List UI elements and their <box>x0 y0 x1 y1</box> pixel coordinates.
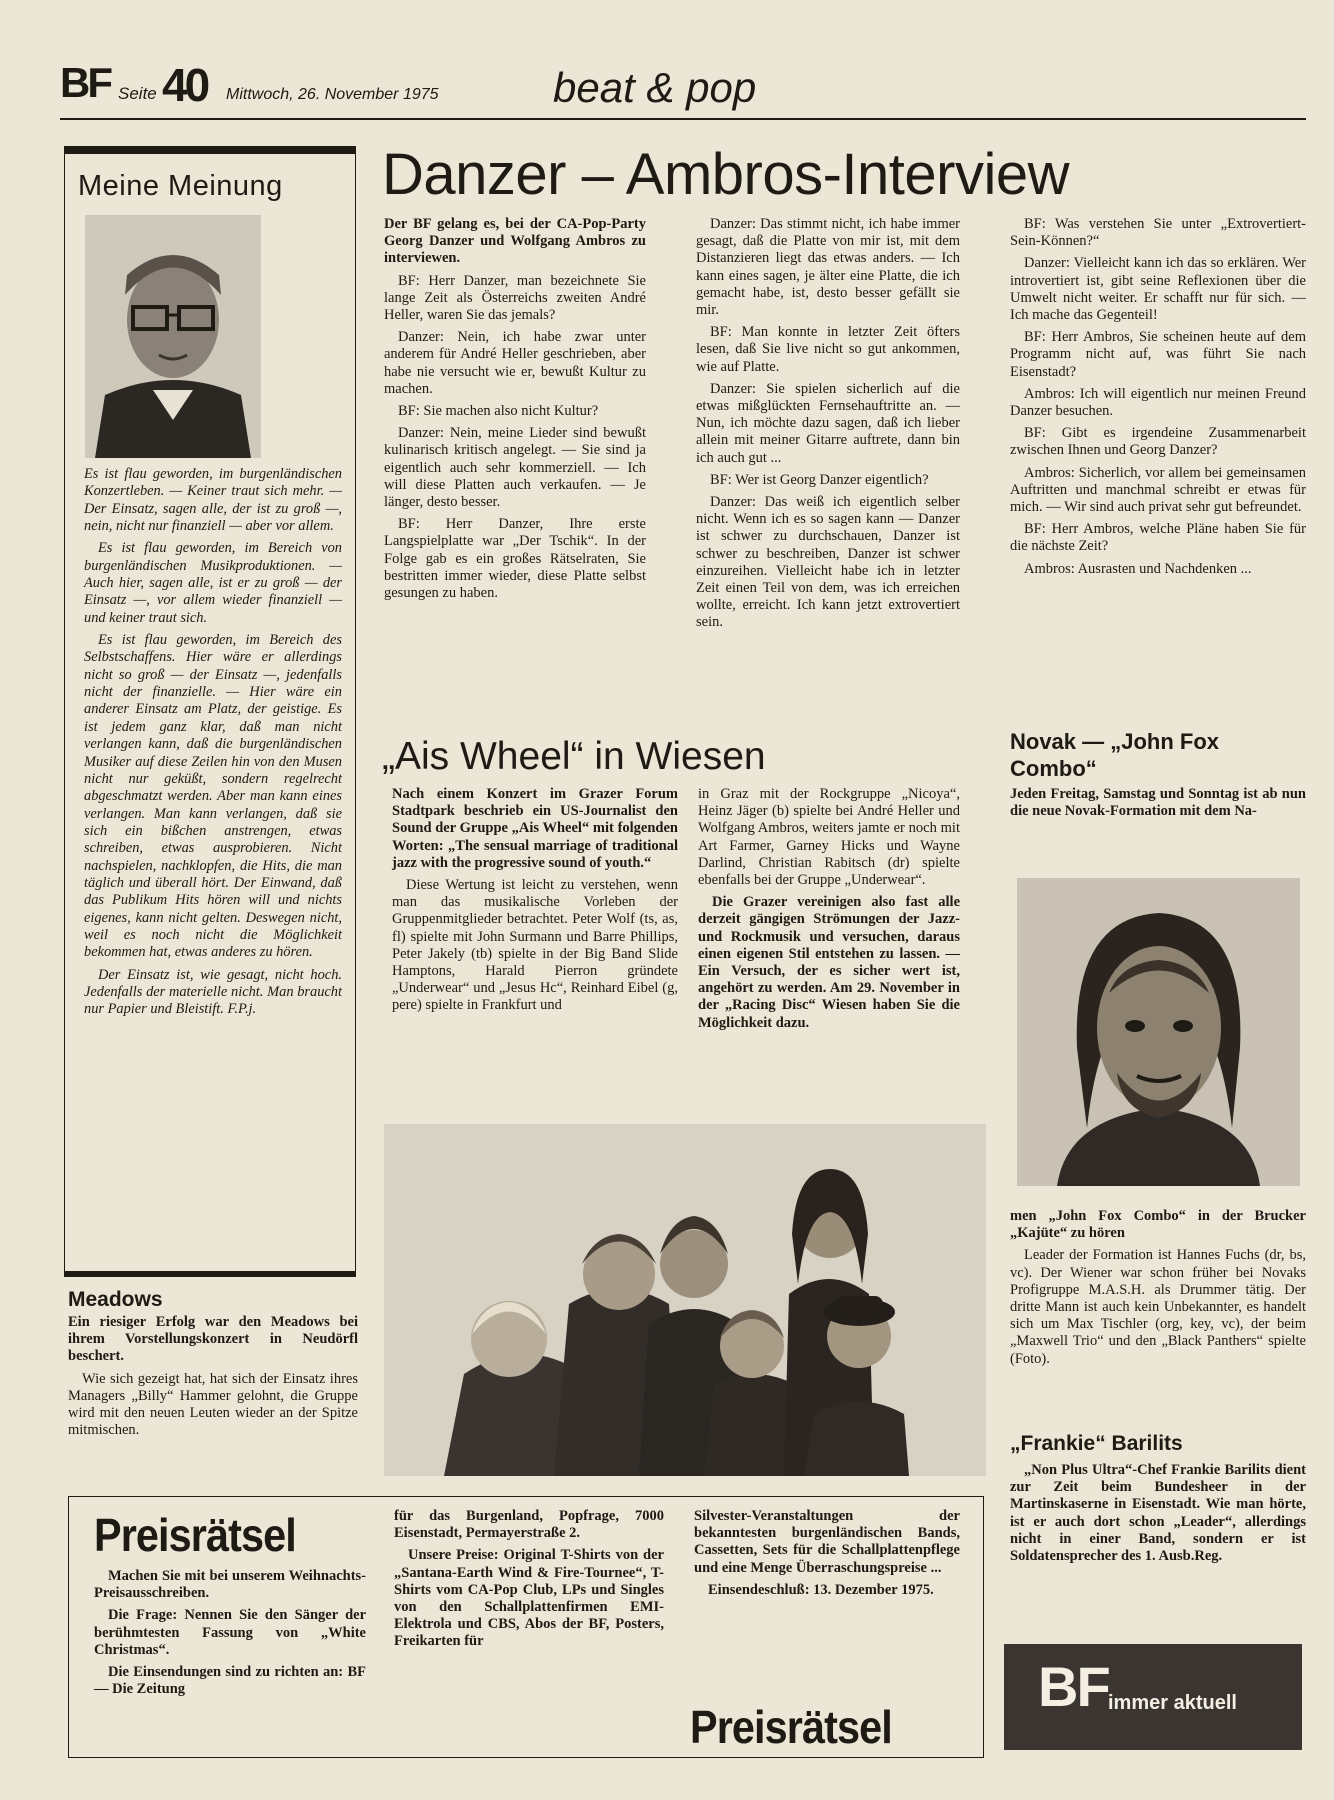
quiz-col2 <box>394 1508 664 1656</box>
interview-paragraph: BF: Sie machen also nicht Kultur? <box>398 403 599 420</box>
opinion-paragraph: Es ist flau geworden, im Bereich von burgenländischen Musikproduktionen. — Auch hier, sagen alle, ist er zu groß — der Einsatz —, vor allem wieder finanziell — und keiner traut sich. <box>84 540 342 626</box>
meadows-title: Meadows <box>68 1288 163 1311</box>
interview-paragraph: Danzer: Nein, meine Lieder sind bewußt kulinarisch kritisch angelegt. — Sie sind ja eigentlich auch sehr kommerziell. — Ich will diese Platten auch verkaufen. — Je länger, desto besser. <box>384 425 646 511</box>
portrait-illustration <box>85 215 261 458</box>
quiz-title: Preisrätsel <box>94 1509 296 1561</box>
interview-col3 <box>1010 216 1306 583</box>
band-illustration <box>384 1124 986 1476</box>
novak-photo <box>1017 878 1300 1186</box>
interview-paragraph: Danzer: Nein, ich habe zwar unter anderem für André Heller geschrieben, aber habe nie versucht wie er, bewußt Kultur zu machen. <box>384 329 646 397</box>
wheel-lead: Nach einem Konzert im Grazer Forum Stadtpark beschrieb ein US-Journalist den Sound der Gruppe „Ais Wheel“ mit folgenden Worten: „The sensual marriage of traditional jazz with the progressive sound of youth.“ <box>392 786 678 871</box>
meadows-body: Wie sich gezeigt hat, hat sich der Einsatz ihres Managers „Billy“ Hammer gelohnt, die Gruppe wird mit den neuen Leuten wieder an der Spitze mitmischen. <box>68 1370 358 1439</box>
interview-intro: Der BF gelang es, bei der CA-Pop-Party Georg Danzer und Wolfgang Ambros zu interviewen. <box>384 216 646 267</box>
musician-portrait-illustration <box>1017 878 1300 1186</box>
interview-paragraph: Ambros: Ich will eigentlich nur meinen Freund Danzer besuchen. <box>1010 385 1306 420</box>
section-title: beat & pop <box>553 64 757 111</box>
opinion-text <box>84 466 342 1024</box>
quiz-paragraph: Unsere Preise: Original T-Shirts von der „Santana-Earth Wind & Fire-Tournee“, T-Shirts vom CA-Pop Club, LPs und Singles von den Schallplattenfirmen EMI-Elektrola und CBS, Abos der BF, Posters, Freikarten für <box>394 1547 664 1650</box>
interview-paragraph: Danzer: Das weiß ich eigentlich selber nicht. Wenn ich es so sagen kann — Danzer ist schwer zu durchschauen, Danzer ist schwer zu beschreiben, Danzer ist schwer einzureihen. Vielleicht habe ich in letzter Zeit einen Teil von dem, was ich erreichen wollte, erreicht. Ich kann jetzt extrovertiert sein. <box>696 494 960 631</box>
interview-paragraph: BF: Man konnte in letzter Zeit öfters lesen, daß Sie live nicht so gut ankommen, wie auf Platte. <box>696 324 960 375</box>
masthead-seite-label: Seite <box>118 84 157 103</box>
interview-paragraph: Danzer: Das stimmt nicht, ich habe immer gesagt, daß die Platte von mir ist, mit dem Distanzieren liegt das etwas anders. — Ich kann eines sagen, je älter eine Platte, die ich gemacht habe, ist, desto besser gefällt sie mir. <box>696 216 960 319</box>
meadows-lead: Ein riesiger Erfolg war den Meadows bei ihrem Vorstellungskonzert in Neudörfl beschert. <box>68 1314 358 1365</box>
novak-text <box>1010 1208 1306 1373</box>
interview-paragraph: BF: Was verstehen Sie unter „Extrovertiert-Sein-Können?“ <box>1010 216 1306 250</box>
interview-paragraph: BF: Herr Danzer, Ihre erste Langspielplatte war „Der Tschik“. In der Folge gab es ein großes Rätselraten, Sie bestritten immer wieder, diese Platte selbst gesungen zu haben. <box>384 516 646 602</box>
interview-paragraph: Danzer: Vielleicht kann ich das so erklären. Wer introvertiert ist, gibt seine Reflexionen über die Umwelt nicht weiter. Er schafft nur für sich. — Ich mache das Gegenteil! <box>1010 255 1306 324</box>
quiz-paragraph: Die Einsendungen sind zu richten an: BF — Die Zeitung <box>94 1664 366 1698</box>
wheel-title: „Ais Wheel“ in Wiesen <box>382 735 766 778</box>
interview-title: Danzer – Ambros-Interview <box>382 142 1069 207</box>
opinion-title: Meine Meinung <box>78 170 283 202</box>
quiz-paragraph: Machen Sie mit bei unserem Weihnachts-Preisausschreiben. <box>94 1568 366 1602</box>
bf-badge-logo: BF <box>1038 1655 1109 1718</box>
quiz-paragraph: für das Burgenland, Popfrage, 7000 Eisenstadt, Permayerstraße 2. <box>394 1508 664 1542</box>
wheel-col2-body: in Graz mit der Rockgruppe „Nicoya“, Heinz Jäger (b) spielte bei André Heller und Wolfgang Ambros, weiters jamte er noch mit Art Farmer, Garney Hicks und Wayne Darlind, Christian Rabitsch (dr) spielte ebenfalls bei der Gruppe „Underwear“. <box>698 786 960 889</box>
wheel-col2-bold: Die Grazer vereinigen also fast alle derzeit gängigen Strömungen der Jazz- und Rockmusik und versuchen, daraus einen eigenen Stil entstehen zu lassen. — Ein Versuch, der es sicher wert ist, angehört zu werden. Am 29. November in der „Racing Disc“ Wiesen haben Sie die Möglichkeit dazu. <box>698 894 960 1031</box>
interview-col1 <box>384 216 646 607</box>
novak-body: Leader der Formation ist Hannes Fuchs (dr, bs, vc). Der Wiener war schon früher bei Novaks Profigruppe M.A.S.H. als Drummer tätig. Der dritte Mann ist auch kein Unbekannter, es handelt sich um Max Tischler (org, key, vc), der beim „Maxwell Trio“ und den „Black Panthers“ spielte (Foto). <box>1010 1247 1306 1367</box>
novak-title: Novak — „John Fox Combo“ <box>1010 729 1220 781</box>
frankie-title: „Frankie“ Barilits <box>1010 1432 1183 1455</box>
interview-paragraph: BF: Herr Ambros, Sie scheinen heute auf dem Programm nicht auf, was führt Sie nach Eisenstadt? <box>1010 329 1306 380</box>
bf-badge <box>1004 1644 1302 1750</box>
quiz-paragraph: Silvester-Veranstaltungen der bekanntesten burgenländischen Bands, Cassetten, Sets für die Schallplattenpflege und eine Menge Überraschungspreise ... <box>694 1508 960 1576</box>
novak-lead-a: Jeden Freitag, Samstag und Sonntag ist ab nun die neue Novak-Formation mit dem Na- <box>1010 786 1306 820</box>
interview-paragraph: BF: Gibt es irgendeine Zusammenarbeit zwischen Ihnen und Georg Danzer? <box>1010 425 1306 459</box>
interview-paragraph: Ambros: Ausrasten und Nachdenken ... <box>1024 560 1252 577</box>
opinion-paragraph: Der Einsatz ist, wie gesagt, nicht hoch. Jedenfalls der materielle nicht. Man braucht nur Papier und Bleistift. F.P.j. <box>84 966 342 1018</box>
interview-col2 <box>696 216 960 637</box>
masthead-page-number: 40 <box>162 59 208 111</box>
opinion-author-photo <box>85 215 261 458</box>
interview-paragraph: BF: Wer ist Georg Danzer eigentlich? <box>710 471 929 488</box>
quiz-paragraph: Die Frage: Nennen Sie den Sänger der berühmtesten Fassung von „White Christmas“. <box>94 1607 366 1658</box>
bf-badge-slogan: immer aktuell <box>1108 1692 1237 1714</box>
interview-paragraph: BF: Herr Danzer, man bezeichnete Sie lange Zeit als Österreichs zweiten André Heller, waren Sie das jemals? <box>384 272 646 324</box>
opinion-bottom-rule <box>64 1271 356 1277</box>
quiz-paragraph: Einsendeschluß: 13. Dezember 1975. <box>708 1581 934 1598</box>
frankie-body: „Non Plus Ultra“-Chef Frankie Barilits dient zur Zeit beim Bundesheer in der Martinskaserne in Eisenstadt. Wie man hörte, ist er auch dort schon „Leader“, allerdings nicht in einer Band, sondern er ist Soldatensprecher des 1. Ausb.Reg. <box>1010 1462 1306 1565</box>
quiz-title-secondary: Preisrätsel <box>690 1701 892 1753</box>
interview-paragraph: Danzer: Sie spielen sicherlich auf die etwas mißglückten Fernsehauftritte an. — Nun, ich möchte dazu sagen, daß ich lieber allein mit meiner Gitarre auftrete, dann bin ich auch gut ... <box>696 380 960 466</box>
quiz-col3 <box>694 1508 960 1604</box>
opinion-paragraph: Es ist flau geworden, im burgenländischen Konzertleben. — Keiner traut sich mehr. — Der Einsatz, sagen alle, der ist zu groß —, nein, nicht nur finanziell — aber vor allem. <box>84 466 342 535</box>
interview-paragraph: Ambros: Sicherlich, vor allem bei gemeinsamen Auftritten und manchmal schreibt er etwas für mich. — Wir sind auch privat sehr gut befreundet. <box>1010 464 1306 516</box>
wheel-col2 <box>698 786 960 1037</box>
masthead-date: Mittwoch, 26. November 1975 <box>226 86 439 103</box>
meadows-text <box>68 1314 358 1444</box>
masthead-logo: BF <box>60 59 110 106</box>
interview-paragraph: BF: Herr Ambros, welche Pläne haben Sie für die nächste Zeit? <box>1010 521 1306 555</box>
opinion-top-rule <box>64 146 356 154</box>
quiz-col1 <box>94 1568 366 1703</box>
band-photo <box>384 1124 986 1476</box>
masthead-rule <box>60 118 1306 120</box>
novak-lead-b: men „John Fox Combo“ in der Brucker „Kajüte“ zu hören <box>1010 1208 1306 1242</box>
wheel-body: Diese Wertung ist leicht zu verstehen, wenn man das musikalische Vorleben der Gruppenmitglieder betrachtet. Peter Wolf (ts, as, fl) spielte mit John Surmann und Barre Phillips, Peter Jakely (tb) spielte in der Big Band Slide Hamptons, Harald Pierron gründete „Underwear“ und „Jesus Hc“, Reinhard Eibel (g, pere) spielte in Frankfurt und <box>392 877 678 1014</box>
opinion-paragraph: Es ist flau geworden, im Bereich des Selbstschaffens. Hier wäre er allerdings nicht so groß — der Einsatz —, jedenfalls nicht der finanzielle. — Hier wäre ein anderer Einsatz am Platz, der geistige. Es ist jedem ganz klar, daß man nicht verlangen kann, daß die burgenländischen Musiker auf diese Zeilen hin von den Musen nicht nur geküßt, sondern regelrecht abgeschmatzt werden. Aber man kann eines verlangen. Man kann verlangen, daß sie sich ein bißchen anstrengen, etwas schreiben, etwas ausprobieren. Nicht nachspielen, nachklopfen, die Hits, die man täglich und überall hört. Der Einwand, daß das Publikum Hits hören will und nichts eigenes, kann nicht gelten. Deswegen nicht, weil es noch nicht die Möglichkeit bekommen hat, etwas anderes zu hören. <box>84 632 342 961</box>
wheel-col1 <box>392 786 678 1020</box>
